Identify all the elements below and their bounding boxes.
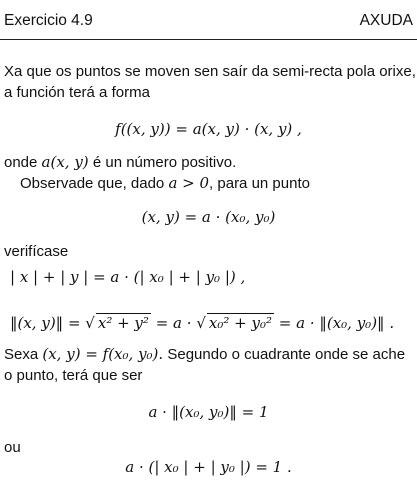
- math-inline: a > 0: [168, 174, 210, 192]
- sqrt-expression: x₀² + y₀²: [208, 314, 272, 332]
- math-segment: = a ·: [155, 314, 192, 332]
- sqrt-expression: x² + y²: [97, 314, 149, 332]
- equation-norm: ‖(x, y)‖ = √ x² + y² = a · √ x₀² + y₀² = a · ‖(x₀, y₀)‖ .: [10, 314, 395, 332]
- math-segment: ‖(x, y)‖ =: [10, 314, 81, 332]
- exercise-title: Exercicio 4.9: [4, 12, 93, 29]
- equation-abs-one: a · (| x₀ | + | y₀ |) = 1 .: [125, 458, 292, 476]
- math-inline: (x, y) = f(x₀, y₀).: [42, 345, 164, 363]
- paragraph-line: o punto, terá que ser: [4, 367, 143, 384]
- section-label: AXUDA: [359, 12, 413, 29]
- paragraph-line: [4, 345, 405, 364]
- paragraph-line: [20, 174, 310, 193]
- equation-abs-sum: | x | + | y | = a · (| x₀ | + | y₀ |) ,: [10, 268, 246, 286]
- math-segment: = a · ‖(x₀, y₀)‖ .: [278, 314, 395, 332]
- text-segment: Segundo o cuadrante onde se ache: [167, 346, 406, 363]
- paragraph-line: a función terá a forma: [4, 84, 150, 101]
- text-segment: , para un punto: [209, 175, 310, 192]
- text-segment: Observade que, dado: [20, 175, 165, 192]
- text-segment: Sexa: [4, 346, 39, 363]
- paragraph-line: Xa que os puntos se moven sen saír da semi-recta pola orixe,: [4, 63, 416, 80]
- paragraph-line: [4, 153, 236, 172]
- equation-f: f((x, y)) = a(x, y) · (x, y) ,: [115, 120, 302, 138]
- equation-norm-one: a · ‖(x₀, y₀)‖ = 1: [148, 403, 269, 421]
- paragraph-line: verifícase: [4, 243, 69, 260]
- header-divider: [0, 39, 417, 40]
- paragraph-line: ou: [4, 439, 21, 456]
- equation-point: (x, y) = a · (x₀, y₀): [141, 208, 276, 226]
- text-segment: é un número positivo.: [92, 154, 237, 171]
- text-segment: onde: [4, 154, 38, 171]
- header: [0, 0, 417, 40]
- math-inline: a(x, y): [41, 153, 89, 171]
